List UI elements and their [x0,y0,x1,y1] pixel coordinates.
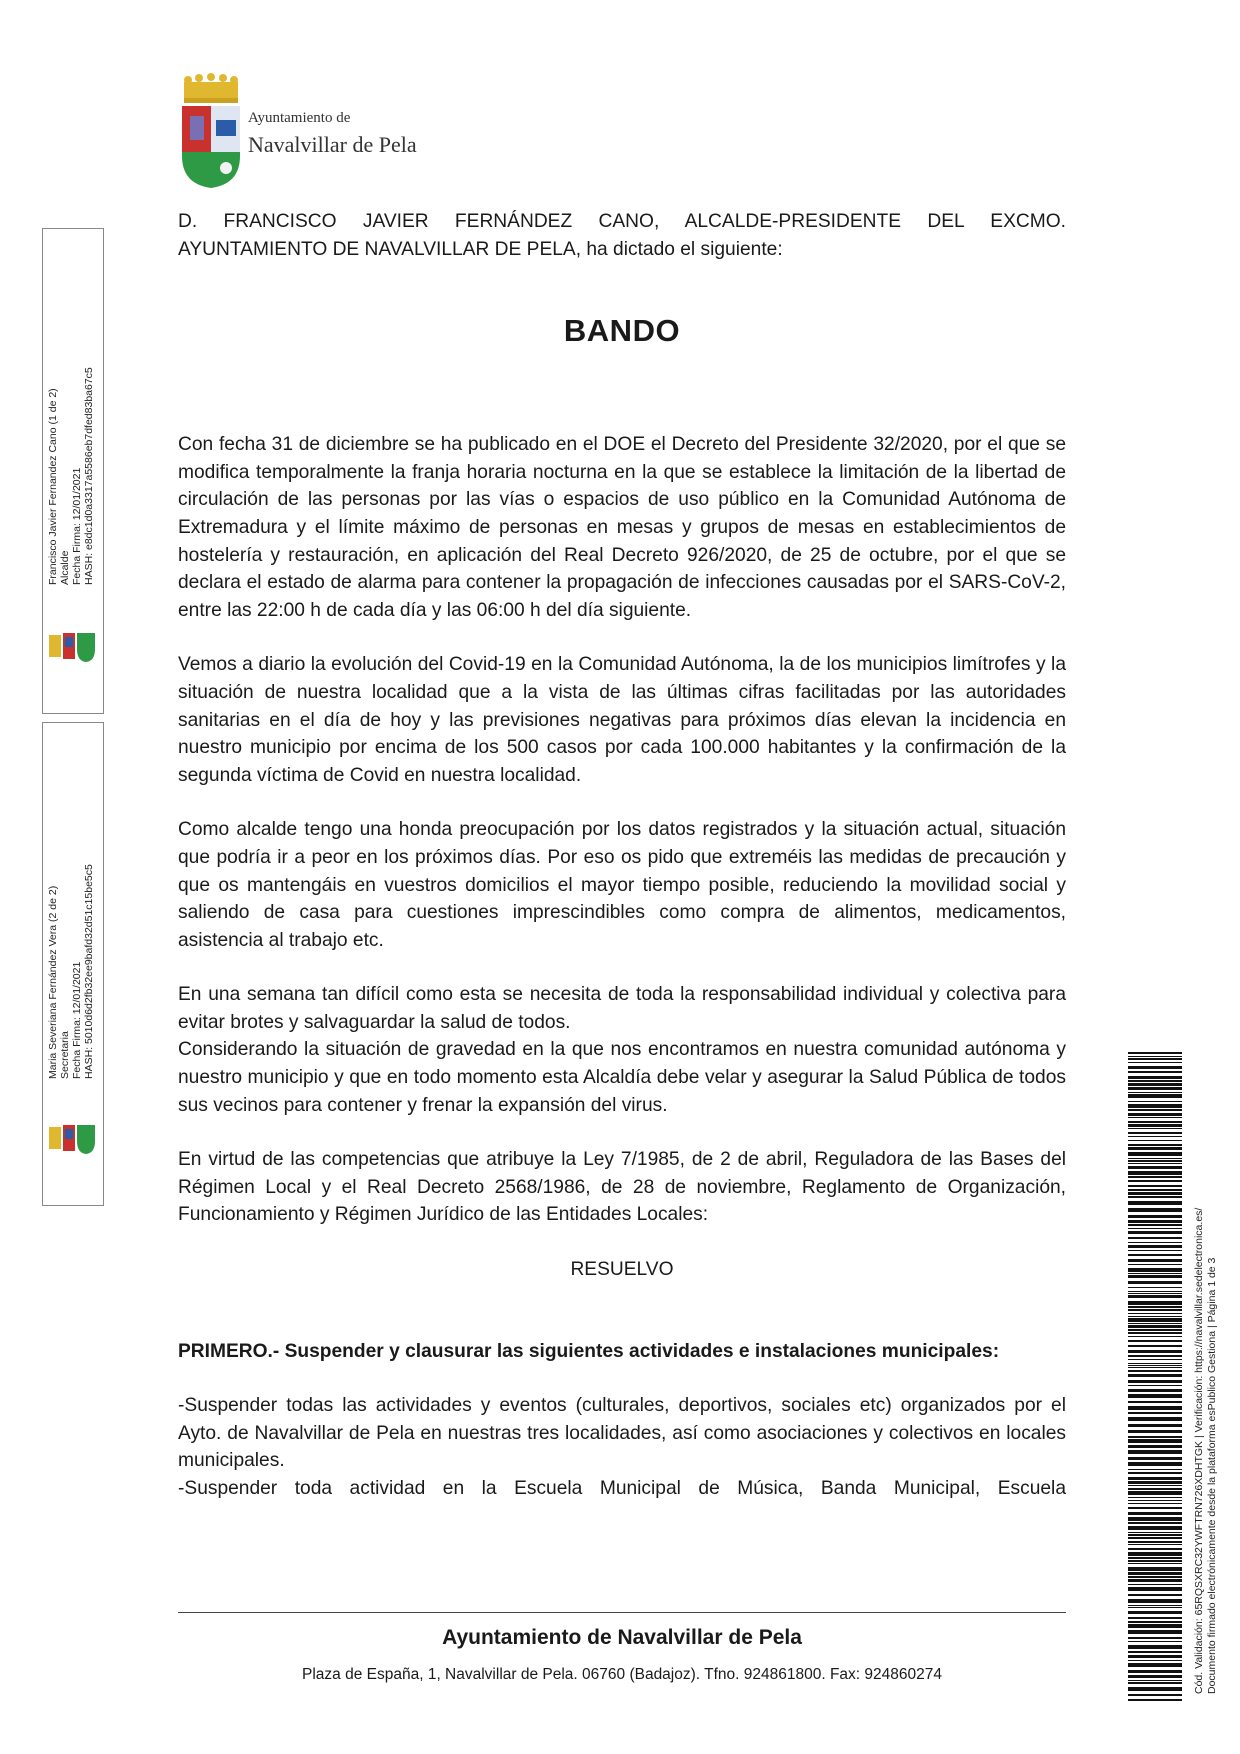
signature-1-date: Fecha Firma: 12/01/2021 [71,467,83,585]
signature-box-1 [42,228,104,714]
logo-line1: Ayuntamiento de [248,110,351,126]
signature-1-name: Francisco Javier Fernandez Cano (1 de 2) [47,388,59,585]
municipal-logo [180,72,420,190]
footer-title: Ayuntamiento de Navalvillar de Pela [442,1626,802,1649]
document-body [178,208,1066,1503]
list-item-1: -Suspender todas las actividades y eventos (culturales, deportivos, sociales etc) organizados por el Ayto. de Navalvillar de Pela en nuestras tres localidades, así como asociaciones y colectivos en locales municipales. [178,1395,1066,1472]
document-title: BANDO [563,313,681,349]
paragraph-6: En virtud de las competencias que atribuye la Ley 7/1985, de 2 de abril, Reguladora de las Bases del Régimen Local y el Real Decreto 2568/1986, de 28 de noviembre, Reglamento de Organización, Funcionamiento y Régimen Jurídico de las Entidades Locales: [178,1149,1066,1226]
mini-coat-of-arms-icon [49,1123,97,1155]
signature-box-2 [42,722,104,1206]
list-item-2: -Suspender toda actividad en la Escuela Municipal de Música, Banda Municipal, Escuela [178,1478,1066,1499]
paragraph-1: Con fecha 31 de diciembre se ha publicado en el DOE el Decreto del Presidente 32/2020, por el que se modifica temporalmente la franja horaria nocturna en la que se establece la limitación de la libertad de circulación de las personas por las vías o espacios de uso público en la Comunidad Autónoma de Extremadura y el límite máximo de personas en mesas y grupos de mesas en establecimientos de hostelería y restauración, en aplicación del Real Decreto 926/2020, de 25 de octubre, por el que se declara el estado de alarma para contener la propagación de infecciones causadas por el SARS-CoV-2, entre las 22:00 h de cada día y las 06:00 h del día siguiente. [178,434,1066,621]
signature-2-name: Maria Severiana Fernández Vera (2 de 2) [47,885,59,1079]
logo-line2: Navalvillar de Pela [248,132,417,157]
signature-1-hash: HASH: e8dc1d0a3317a5586eb7dfed83ba67c5 [83,367,95,585]
footer-divider [178,1612,1066,1613]
resuelvo-heading: RESUELVO [570,1259,674,1281]
verification-line-1: Cód. Validación: 65RQSXRC32YWFTRN726XDHTGK | Verificación: https://navalvillar.sedelectronica.es/ [1193,1207,1205,1694]
coat-of-arms-icon [180,72,242,190]
intro-paragraph: D. FRANCISCO JAVIER FERNÁNDEZ CANO, ALCALDE-PRESIDENTE DEL EXCMO. AYUNTAMIENTO DE NAVALVILLAR DE PELA, ha dictado el siguiente: [178,211,1066,260]
verification-line-2: Documento firmado electrónicamente desde la plataforma esPublico Gestiona | Página 1 de 3 [1206,1257,1218,1694]
barcode-icon [1128,1052,1182,1702]
signature-2-role: Secretaria [59,1031,71,1079]
primero-heading: PRIMERO.- Suspender y clausurar las siguientes actividades e instalaciones municipales: [178,1340,1000,1362]
paragraph-5: Considerando la situación de gravedad en la que nos encontramos en nuestra comunidad autónoma y nuestro municipio y que en todo momento esta Alcaldía debe velar y asegurar la Salud Pública de todos sus vecinos para contener y frenar la expansión del virus. [178,1039,1066,1116]
signature-1-role: Alcalde [59,550,71,585]
paragraph-3: Como alcalde tengo una honda preocupación por los datos registrados y la situación actual, situación que podría ir a peor en los próximos días. Por eso os pido que extreméis las medidas de precaución y que os mantengáis en vuestros domicilios el mayor tiempo posible, reduciendo la movilidad social y saliendo de casa para cuestiones imprescindibles como compra de alimentos, medicamentos, asistencia al trabajo etc. [178,819,1066,951]
paragraph-2: Vemos a diario la evolución del Covid-19 en la Comunidad Autónoma, la de los municipios limítrofes y la situación de nuestra localidad que a la vista de las últimas cifras facilitadas por las autoridades sanitarias en el día de hoy y las previsiones negativas para próximos días elevan la incidencia en nuestro municipio por encima de los 500 casos por cada 100.000 habitantes y la confirmación de la segunda víctima de Covid en nuestra localidad. [178,654,1066,786]
footer-address: Plaza de España, 1, Navalvillar de Pela. 06760 (Badajoz). Tfno. 924861800. Fax: 924860274 [302,1666,942,1683]
signature-2-date: Fecha Firma: 12/01/2021 [71,961,83,1079]
paragraph-4: En una semana tan difícil como esta se necesita de toda la responsabilidad individual y colectiva para evitar brotes y salvaguardar la salud de todos. [178,984,1066,1033]
signature-2-hash: HASH: 5010d6d2fb32ee9bafd32d51c15be5c5 [83,864,95,1079]
mini-coat-of-arms-icon [49,631,97,663]
